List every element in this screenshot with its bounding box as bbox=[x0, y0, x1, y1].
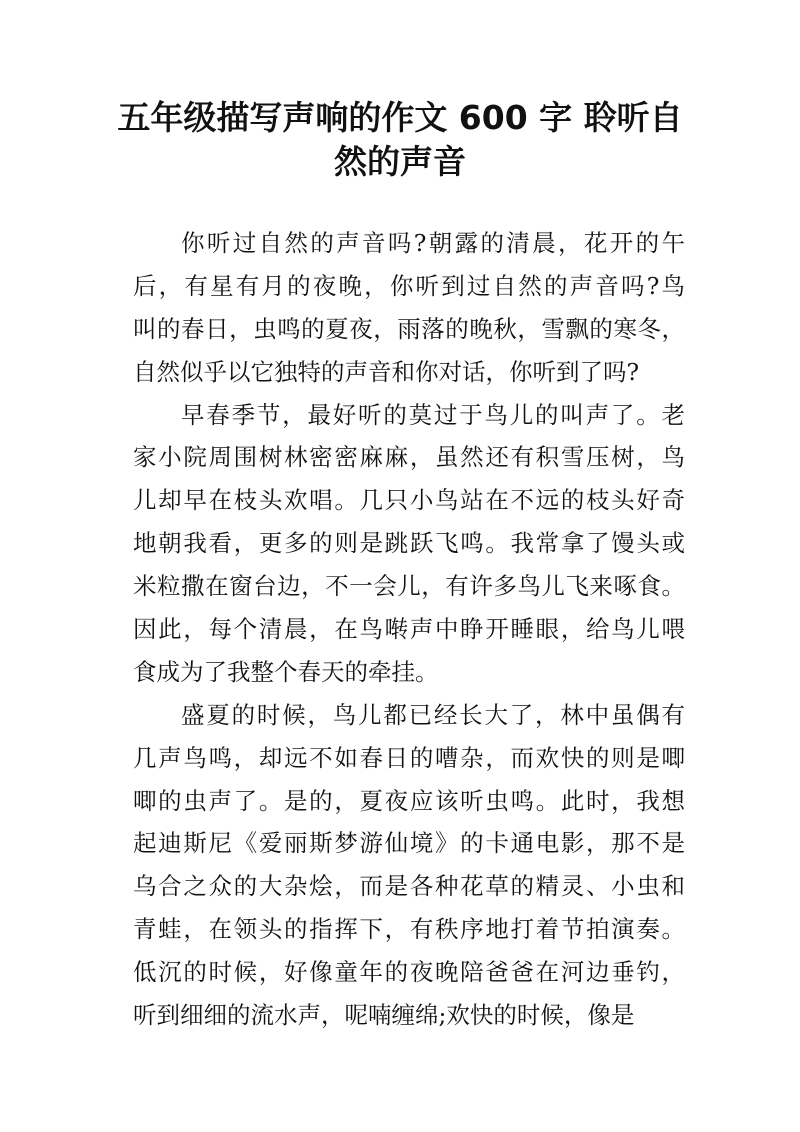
text-line: 低沉的时候，好像童年的夜晚陪爸爸在河边垂钓， bbox=[133, 958, 685, 987]
text-line: 起迪斯尼《爱丽斯梦游仙境》的卡通电影，那不是 bbox=[133, 829, 685, 858]
document-title bbox=[100, 96, 700, 184]
text-line: 几声鸟鸣，却远不如春日的嘈杂，而欢快的则是唧 bbox=[133, 743, 685, 772]
text-line: 你听过自然的声音吗?朝露的清晨，花开的午 bbox=[181, 229, 685, 257]
text-line: 地朝我看，更多的则是跳跃飞鸣。我常拿了馒头或 bbox=[133, 529, 685, 558]
text-line: 自然似乎以它独特的声音和你对话，你听到了吗? bbox=[133, 357, 640, 386]
title-line: 然的声音 bbox=[334, 142, 466, 181]
text-line: 听到细细的流水声，呢喃缠绵;欢快的时候，像是 bbox=[133, 1001, 635, 1030]
text-line: 盛夏的时候，鸟儿都已经长大了，林中虽偶有 bbox=[181, 700, 685, 729]
text-line: 叫的春日，虫鸣的夏夜，雨落的晚秋，雪飘的寒冬， bbox=[133, 314, 685, 343]
paragraph-3 bbox=[133, 694, 685, 1037]
text-line: 食成为了我整个春天的牵挂。 bbox=[133, 657, 439, 686]
text-line: 因此，每个清晨，在鸟啭声中睁开睡眼，给鸟儿喂 bbox=[133, 615, 685, 644]
paragraph-1 bbox=[133, 222, 685, 394]
text-line: 乌合之众的大杂烩，而是各种花草的精灵、小虫和 bbox=[133, 872, 685, 901]
text-line: 唧的虫声了。是的，夏夜应该听虫鸣。此时，我想 bbox=[133, 786, 685, 815]
text-line: 青蛙，在领头的指挥下，有秩序地打着节拍演奏。 bbox=[133, 915, 685, 944]
text-line: 后，有星有月的夜晚，你听到过自然的声音吗?鸟 bbox=[133, 271, 685, 300]
title-line: 五年级描写声响的作文 600 字 聆听自 bbox=[117, 98, 683, 137]
text-line: 早春季节，最好听的莫过于鸟儿的叫声了。老 bbox=[181, 400, 685, 429]
text-line: 家小院周围树林密密麻麻，虽然还有积雪压树，鸟 bbox=[133, 443, 685, 472]
text-line: 儿却早在枝头欢唱。几只小鸟站在不远的枝头好奇 bbox=[133, 486, 685, 515]
text-line: 米粒撒在窗台边，不一会儿，有许多鸟儿飞来啄食。 bbox=[133, 572, 685, 601]
paragraph-2 bbox=[133, 394, 685, 694]
document-body bbox=[133, 222, 685, 1037]
